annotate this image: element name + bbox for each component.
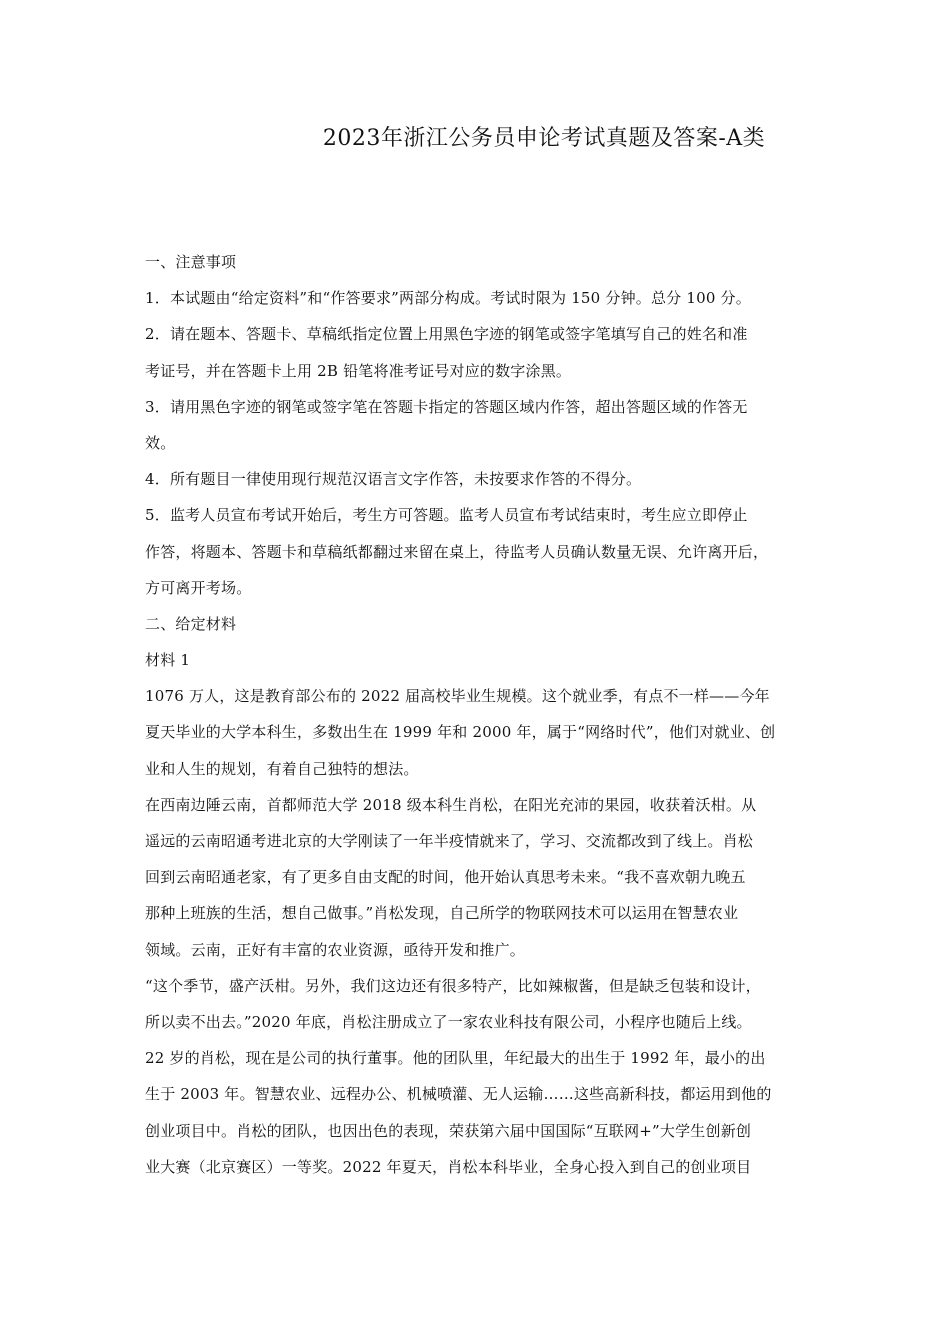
paragraph-line: 2．请在题本、答题卡、草稿纸指定位置上用黑色字迹的钢笔或签字笔填写自己的姓名和准 (145, 325, 748, 344)
paragraph-line: 生于 2003 年。智慧农业、远程办公、机械喷灌、无人运输……这些高新科技，都运用到他的 (145, 1085, 772, 1104)
paragraph-line: 业和人生的规划，有着自己独特的想法。 (145, 759, 419, 778)
section-heading-materials: 二、给定材料 (145, 614, 237, 633)
paragraph-line: 那种上班族的生活，想自己做事。”肖松发现，自己所学的物联网技术可以运用在智慧农业 (145, 904, 739, 923)
paragraph-line: 4．所有题目一律使用现行规范汉语言文字作答，未按要求作答的不得分。 (145, 470, 642, 489)
paragraph-line: 效。 (145, 433, 176, 452)
paragraph-line: 22 岁的肖松，现在是公司的执行董事。他的团队里，年纪最大的出生于 1992 年，最小的出 (145, 1049, 766, 1068)
section-heading-notes: 一、注意事项 (145, 253, 237, 271)
paragraph-line: 业大赛（北京赛区）一等奖。2022 年夏天，肖松本科毕业，全身心投入到自己的创业项目 (145, 1157, 752, 1176)
paragraph-line: 5．监考人员宣布考试开始后，考生方可答题。监考人员宣布考试结束时，考生应立即停止 (145, 506, 748, 525)
paragraph-line: 方可离开考场。 (145, 578, 252, 597)
paragraph-line: 1．本试题由“给定资料”和“作答要求”两部分构成。考试时限为 150 分钟。总分 100 分。 (145, 289, 751, 308)
document-body (145, 244, 850, 1185)
paragraph-line: 遥远的云南昭通考进北京的大学刚读了一年半疫情就来了，学习、交流都改到了线上。肖松 (145, 832, 754, 850)
paragraph-line: 夏天毕业的大学本科生，多数出生在 1999 年和 2000 年，属于“网络时代”，他们对就业、创 (145, 723, 776, 742)
paragraph-line: 1076 万人，这是教育部公布的 2022 届高校毕业生规模。这个就业季，有点不一样——今年 (145, 687, 770, 706)
material-label: 材料 1 (145, 651, 191, 670)
paragraph-line: 领域。云南，正好有丰富的农业资源，亟待开发和推广。 (145, 940, 526, 959)
paragraph-line: 回到云南昭通老家，有了更多自由支配的时间，他开始认真思考未来。“我不喜欢朝九晚五 (145, 868, 746, 887)
paragraph-line: 3．请用黑色字迹的钢笔或签字笔在答题卡指定的答题区域内作答，超出答题区域的作答无 (145, 397, 748, 416)
paragraph-line: “这个季节，盛产沃柑。另外，我们这边还有很多特产，比如辣椒酱，但是缺乏包装和设计， (145, 976, 761, 995)
paragraph-line: 考证号，并在答题卡上用 2B 铅笔将准考证号对应的数字涂黑。 (145, 361, 572, 380)
paragraph-line: 创业项目中。肖松的团队，也因出色的表现，荣获第六届中国国际“互联网+”大学生创新创 (145, 1121, 752, 1140)
paragraph-line: 作答，将题本、答题卡和草稿纸都翻过来留在桌上，待监考人员确认数量无误、允许离开后， (145, 542, 769, 561)
paragraph-line: 所以卖不出去。”2020 年底，肖松注册成立了一家农业科技有限公司，小程序也随后上线。 (145, 1012, 752, 1031)
paragraph-line: 在西南边陲云南，首都师范大学 2018 级本科生肖松，在阳光充沛的果园，收获着沃柑。从 (145, 795, 757, 814)
document-title: 2023年浙江公务员申论考试真题及答案-A类 (322, 126, 766, 151)
